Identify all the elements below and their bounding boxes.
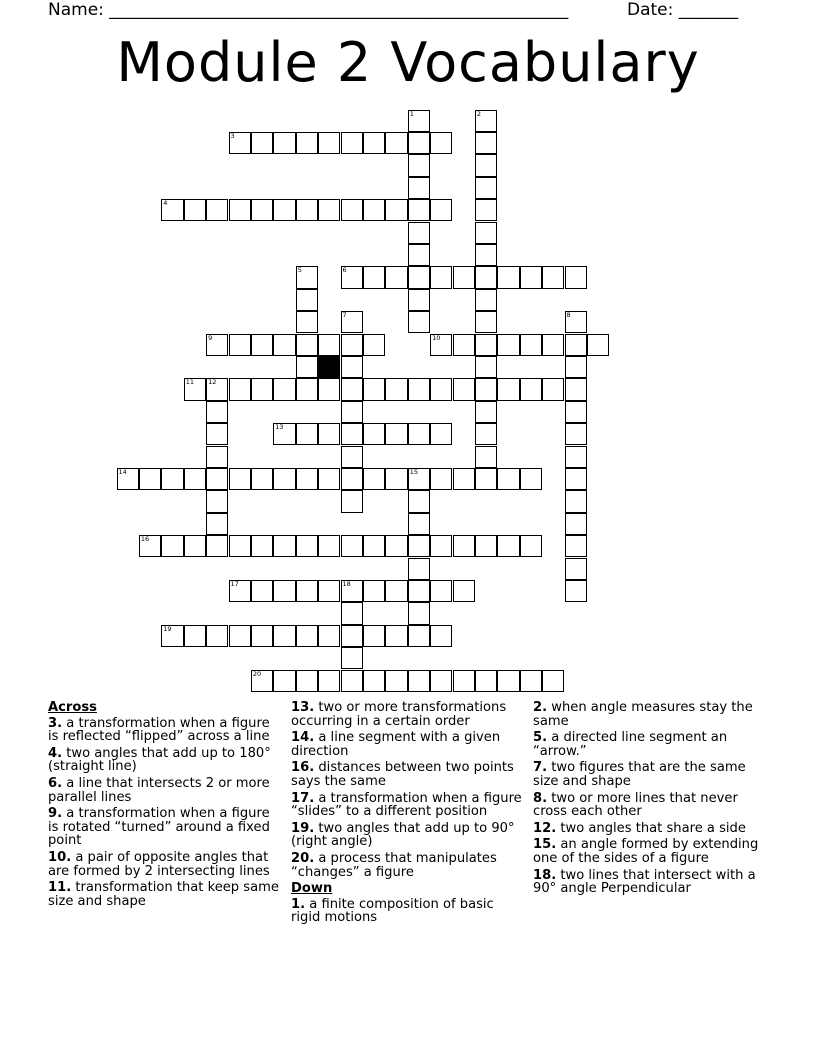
clues-column-2	[291, 701, 523, 928]
crossword-cell[interactable]	[229, 468, 251, 490]
clue-number: 17	[230, 579, 239, 588]
crossword-cell[interactable]	[296, 625, 318, 647]
crossword-cell[interactable]	[408, 154, 430, 176]
crossword-cell[interactable]	[430, 199, 452, 221]
crossword-cell[interactable]	[542, 378, 564, 400]
crossword-cell[interactable]	[273, 625, 295, 647]
clue-number: 9	[208, 333, 213, 342]
clue-text: two figures that are the same size and shape	[533, 760, 746, 789]
crossword-cell[interactable]	[385, 266, 407, 288]
crossword-cell[interactable]	[497, 266, 519, 288]
crossword-cell[interactable]	[408, 244, 430, 266]
clue-number: 6.	[48, 775, 63, 791]
crossword-cell[interactable]	[475, 446, 497, 468]
clue-number: 8	[566, 311, 571, 320]
crossword-cell[interactable]	[251, 535, 273, 557]
crossword-cell[interactable]	[273, 334, 295, 356]
crossword-cell[interactable]	[565, 446, 587, 468]
crossword-cell[interactable]	[363, 334, 385, 356]
clue-number: 19	[163, 624, 172, 633]
clue-number: 14	[118, 467, 127, 476]
crossword-cell[interactable]	[385, 670, 407, 692]
crossword-cell[interactable]	[296, 132, 318, 154]
crossword-cell[interactable]	[341, 378, 363, 400]
crossword-cell[interactable]	[565, 535, 587, 557]
date-field-label[interactable]: Date: _______	[627, 0, 739, 20]
across-clue	[48, 807, 284, 848]
clue-number: 18.	[533, 867, 557, 883]
crossword-cell[interactable]	[296, 670, 318, 692]
crossword-cell[interactable]	[296, 356, 318, 378]
crossword-cell[interactable]	[520, 535, 542, 557]
crossword-cell[interactable]	[430, 423, 452, 445]
crossword-cell[interactable]	[497, 378, 519, 400]
crossword-cell[interactable]	[341, 535, 363, 557]
crossword-cell[interactable]	[430, 580, 452, 602]
crossword-cell[interactable]	[453, 334, 475, 356]
crossword-cell[interactable]	[408, 468, 430, 490]
crossword-cell[interactable]	[117, 468, 139, 490]
crossword-cell[interactable]	[273, 468, 295, 490]
crossword-cell[interactable]	[385, 535, 407, 557]
crossword-cell[interactable]	[341, 423, 363, 445]
crossword-cell[interactable]	[565, 558, 587, 580]
crossword-cell[interactable]	[408, 558, 430, 580]
crossword-cell[interactable]	[408, 513, 430, 535]
clue-text: two or more transformations occurring in a certain order	[291, 700, 507, 729]
clue-number: 12	[208, 378, 217, 387]
crossword-cell[interactable]	[408, 266, 430, 288]
clue-text: a line segment with a given direction	[291, 730, 501, 759]
clue-number: 8.	[533, 790, 548, 806]
crossword-cell[interactable]	[408, 490, 430, 512]
crossword-cell[interactable]	[251, 199, 273, 221]
clue-text: distances between two points says the same	[291, 760, 514, 789]
clue-text: transformation that keep same size and shape	[48, 880, 279, 909]
crossword-cell[interactable]	[363, 199, 385, 221]
crossword-cell[interactable]	[542, 670, 564, 692]
crossword-cell[interactable]	[408, 423, 430, 445]
crossword-cell[interactable]	[273, 132, 295, 154]
clue-number: 2	[476, 109, 482, 118]
clue-number: 4.	[48, 745, 63, 761]
crossword-cell[interactable]	[475, 266, 497, 288]
clue-number: 18	[342, 579, 351, 588]
down-clue	[533, 792, 769, 819]
crossword-cell[interactable]	[296, 423, 318, 445]
clue-number: 13.	[291, 700, 315, 715]
crossword-cell[interactable]	[430, 670, 452, 692]
crossword-cell[interactable]	[341, 266, 363, 288]
crossword-cell[interactable]	[363, 266, 385, 288]
crossword-block-cell	[318, 356, 340, 378]
crossword-cell[interactable]	[206, 446, 228, 468]
crossword-cell[interactable]	[565, 311, 587, 333]
clue-text: when angle measures stay the same	[533, 700, 753, 729]
crossword-cell[interactable]	[296, 266, 318, 288]
clue-number: 5.	[533, 730, 548, 746]
crossword-cell[interactable]	[318, 199, 340, 221]
clue-number: 15	[409, 467, 418, 476]
crossword-cell[interactable]	[341, 670, 363, 692]
crossword-cell[interactable]	[206, 334, 228, 356]
crossword-cell[interactable]	[565, 468, 587, 490]
crossword-cell[interactable]	[475, 132, 497, 154]
clue-number: 10	[432, 333, 441, 342]
crossword-cell[interactable]	[206, 513, 228, 535]
crossword-cell[interactable]	[296, 535, 318, 557]
across-heading: Across	[48, 700, 97, 715]
crossword-cell[interactable]	[296, 378, 318, 400]
crossword-cell[interactable]	[408, 602, 430, 624]
crossword-cell[interactable]	[296, 199, 318, 221]
crossword-cell[interactable]	[363, 378, 385, 400]
clue-number: 6	[342, 266, 347, 275]
crossword-cell[interactable]	[206, 423, 228, 445]
crossword-cell[interactable]	[206, 468, 228, 490]
clue-number: 10.	[48, 849, 72, 865]
crossword-cell[interactable]	[453, 468, 475, 490]
crossword-cell[interactable]	[251, 625, 273, 647]
clue-number: 7.	[533, 760, 548, 776]
crossword-cell[interactable]	[408, 177, 430, 199]
crossword-cell[interactable]	[497, 670, 519, 692]
crossword-cell[interactable]	[318, 468, 340, 490]
crossword-cell[interactable]	[341, 490, 363, 512]
crossword-cell[interactable]	[385, 580, 407, 602]
across-clue	[48, 717, 284, 744]
crossword-cell[interactable]	[229, 199, 251, 221]
crossword-cell[interactable]	[408, 311, 430, 333]
crossword-cell[interactable]	[363, 625, 385, 647]
crossword-cell[interactable]	[408, 625, 430, 647]
crossword-cell[interactable]	[341, 580, 363, 602]
crossword-cell[interactable]	[161, 199, 183, 221]
crossword-cell[interactable]	[430, 378, 452, 400]
crossword-cell[interactable]	[385, 468, 407, 490]
clue-number: 3	[230, 131, 235, 140]
crossword-cell[interactable]	[206, 401, 228, 423]
down-clue	[533, 701, 769, 728]
crossword-cell[interactable]	[497, 334, 519, 356]
page-title: Module 2 Vocabulary	[116, 31, 700, 94]
clue-text: a directed line segment an “arrow.”	[533, 730, 728, 759]
crossword-cell[interactable]	[229, 132, 251, 154]
crossword-cell[interactable]	[184, 535, 206, 557]
crossword-cell[interactable]	[206, 625, 228, 647]
clue-text: a pair of opposite angles that are formed by 2 intersecting lines	[48, 849, 270, 879]
crossword-cell[interactable]	[318, 334, 340, 356]
clues-column-1	[48, 701, 284, 911]
crossword-cell[interactable]	[184, 468, 206, 490]
crossword-cell[interactable]	[229, 334, 251, 356]
clue-number: 13	[275, 423, 284, 432]
crossword-cell[interactable]	[296, 289, 318, 311]
crossword-cell[interactable]	[229, 625, 251, 647]
crossword-cell[interactable]	[273, 670, 295, 692]
down-clue	[533, 869, 769, 896]
across-clue	[48, 777, 284, 804]
crossword-cell[interactable]	[341, 468, 363, 490]
crossword-cell[interactable]	[408, 378, 430, 400]
crossword-cell[interactable]	[363, 468, 385, 490]
crossword-cell[interactable]	[318, 378, 340, 400]
crossword-cell[interactable]	[251, 670, 273, 692]
crossword-cell[interactable]	[318, 132, 340, 154]
crossword-cell[interactable]	[475, 311, 497, 333]
crossword-cell[interactable]	[341, 199, 363, 221]
crossword-cell[interactable]	[161, 625, 183, 647]
clue-number: 11.	[48, 880, 72, 896]
crossword-cell[interactable]	[341, 647, 363, 669]
crossword-cell[interactable]	[341, 311, 363, 333]
clue-number: 9.	[48, 806, 63, 822]
clue-text: a transformation when a figure is reflected “flipped” across a line	[48, 715, 270, 745]
crossword-cell[interactable]	[475, 244, 497, 266]
crossword-cell[interactable]	[430, 132, 452, 154]
clue-number: 14.	[291, 730, 315, 746]
clue-text: two angles that share a side	[560, 820, 746, 836]
crossword-cell[interactable]	[565, 513, 587, 535]
crossword-cell[interactable]	[565, 423, 587, 445]
crossword-cell[interactable]	[520, 334, 542, 356]
crossword-cell[interactable]	[520, 378, 542, 400]
clue-text: two or more lines that never cross each other	[533, 790, 738, 820]
clue-text: a process that manipulates “changes” a figure	[291, 850, 497, 880]
crossword-cell[interactable]	[184, 199, 206, 221]
crossword-cell[interactable]	[453, 535, 475, 557]
across-clue	[291, 792, 523, 819]
crossword-cell[interactable]	[251, 580, 273, 602]
clue-number: 4	[163, 199, 168, 208]
crossword-cell[interactable]	[542, 266, 564, 288]
crossword-cell[interactable]	[565, 580, 587, 602]
crossword-cell[interactable]	[408, 132, 430, 154]
clue-number: 1.	[291, 896, 306, 912]
crossword-cell[interactable]	[229, 580, 251, 602]
crossword-cell[interactable]	[542, 334, 564, 356]
crossword-cell[interactable]	[251, 378, 273, 400]
crossword-cell[interactable]	[430, 535, 452, 557]
crossword-cell[interactable]	[475, 154, 497, 176]
down-clue	[291, 898, 523, 925]
crossword-cell[interactable]	[408, 289, 430, 311]
crossword-cell[interactable]	[587, 334, 609, 356]
crossword-cell[interactable]	[229, 378, 251, 400]
crossword-cell[interactable]	[475, 423, 497, 445]
crossword-cell[interactable]	[206, 490, 228, 512]
clue-number: 7	[342, 311, 347, 320]
crossword-cell[interactable]	[520, 670, 542, 692]
across-clue	[48, 881, 284, 908]
crossword-cell[interactable]	[430, 334, 452, 356]
across-clue	[291, 731, 523, 758]
crossword-cell[interactable]	[341, 334, 363, 356]
clue-number: 3.	[48, 715, 63, 731]
crossword-cell[interactable]	[475, 378, 497, 400]
crossword-cell[interactable]	[206, 378, 228, 400]
crossword-cell[interactable]	[139, 535, 161, 557]
crossword-cell[interactable]	[251, 468, 273, 490]
clue-text: a transformation when a figure “slides” to a different position	[291, 790, 522, 820]
clue-text: two lines that intersect with a 90° angle Perpendicular	[533, 867, 756, 897]
crossword-cell[interactable]	[139, 468, 161, 490]
crossword-cell[interactable]	[565, 356, 587, 378]
crossword-cell[interactable]	[318, 423, 340, 445]
clue-number: 17.	[291, 790, 315, 806]
clue-number: 16	[140, 535, 150, 544]
crossword-cell[interactable]	[385, 423, 407, 445]
crossword-cell[interactable]	[475, 110, 497, 132]
crossword-cell[interactable]	[565, 266, 587, 288]
crossword-cell[interactable]	[408, 199, 430, 221]
clue-text: a finite composition of basic rigid motions	[291, 896, 494, 926]
down-clue	[533, 761, 769, 788]
crossword-cell[interactable]	[341, 132, 363, 154]
crossword-cell[interactable]	[565, 334, 587, 356]
crossword-cell[interactable]	[318, 670, 340, 692]
crossword-cell[interactable]	[273, 423, 295, 445]
crossword-cell[interactable]	[296, 334, 318, 356]
crossword-cell[interactable]	[408, 222, 430, 244]
crossword-cell[interactable]	[475, 222, 497, 244]
crossword-cell[interactable]	[430, 266, 452, 288]
crossword-cell[interactable]	[385, 132, 407, 154]
crossword-cell[interactable]	[273, 378, 295, 400]
crossword-cell[interactable]	[341, 446, 363, 468]
crossword-cell[interactable]	[229, 535, 251, 557]
clue-text: a transformation when a figure is rotated “turned” around a fixed point	[48, 806, 270, 849]
crossword-cell[interactable]	[565, 490, 587, 512]
across-clue	[48, 851, 284, 878]
crossword-cell[interactable]	[408, 535, 430, 557]
crossword-cell[interactable]	[184, 378, 206, 400]
clue-number: 11	[185, 378, 194, 387]
down-clue	[533, 731, 769, 758]
crossword-cell[interactable]	[453, 580, 475, 602]
name-field-label[interactable]: Name: ______________________________________________________	[48, 0, 569, 20]
crossword-cell[interactable]	[206, 199, 228, 221]
crossword-cell[interactable]	[341, 401, 363, 423]
crossword-cell[interactable]	[273, 535, 295, 557]
crossword-cell[interactable]	[520, 468, 542, 490]
crossword-cell[interactable]	[430, 625, 452, 647]
crossword-cell[interactable]	[385, 378, 407, 400]
crossword-cell[interactable]	[363, 132, 385, 154]
crossword-cell[interactable]	[318, 625, 340, 647]
crossword-cell[interactable]	[318, 535, 340, 557]
crossword-cell[interactable]	[341, 625, 363, 647]
crossword-cell[interactable]	[206, 535, 228, 557]
across-clue	[291, 822, 523, 849]
crossword-cell[interactable]	[520, 266, 542, 288]
crossword-cell[interactable]	[161, 468, 183, 490]
crossword-cell[interactable]	[453, 378, 475, 400]
crossword-cell[interactable]	[475, 334, 497, 356]
across-clue	[291, 761, 523, 788]
clue-number: 20	[252, 669, 262, 678]
crossword-cell[interactable]	[251, 132, 273, 154]
crossword-cell[interactable]	[385, 199, 407, 221]
down-clue	[533, 838, 769, 865]
clue-number: 5	[297, 266, 302, 275]
crossword-cell[interactable]	[475, 401, 497, 423]
down-heading: Down	[291, 881, 333, 897]
crossword-cell[interactable]	[408, 670, 430, 692]
clue-text: a line that intersects 2 or more parallel lines	[48, 775, 270, 805]
crossword-cell[interactable]	[296, 311, 318, 333]
clue-text: an angle formed by extending one of the sides of a figure	[533, 837, 759, 866]
clue-text: two angles that add up to 180° (straight line)	[48, 745, 271, 775]
crossword-cell[interactable]	[565, 401, 587, 423]
crossword-cell[interactable]	[318, 580, 340, 602]
crossword-cell[interactable]	[363, 535, 385, 557]
crossword-cell[interactable]	[341, 602, 363, 624]
clue-number: 20.	[291, 850, 315, 866]
crossword-cell[interactable]	[296, 580, 318, 602]
crossword-cell[interactable]	[453, 266, 475, 288]
crossword-cell[interactable]	[273, 580, 295, 602]
clue-number: 2.	[533, 700, 548, 715]
crossword-cell[interactable]	[161, 535, 183, 557]
crossword-cell[interactable]	[475, 535, 497, 557]
crossword-cell[interactable]	[497, 468, 519, 490]
clue-text: two angles that add up to 90° (right angle)	[291, 820, 515, 850]
crossword-cell[interactable]	[273, 199, 295, 221]
clue-number: 19.	[291, 820, 315, 836]
clue-number: 15.	[533, 837, 557, 853]
crossword-cell[interactable]	[363, 423, 385, 445]
crossword-cell[interactable]	[475, 670, 497, 692]
clues-column-3	[533, 701, 769, 899]
crossword-cell[interactable]	[251, 334, 273, 356]
crossword-cell[interactable]	[475, 177, 497, 199]
crossword-cell[interactable]	[385, 625, 407, 647]
clue-number: 1	[409, 109, 414, 118]
crossword-cell[interactable]	[565, 378, 587, 400]
crossword-cell[interactable]	[475, 199, 497, 221]
across-clue	[291, 701, 523, 728]
across-clue	[291, 852, 523, 879]
clue-number: 12.	[533, 820, 557, 836]
crossword-cell[interactable]	[475, 289, 497, 311]
clue-number: 16.	[291, 760, 315, 776]
crossword-cell[interactable]	[475, 468, 497, 490]
crossword-cell[interactable]	[363, 670, 385, 692]
crossword-cell[interactable]	[408, 110, 430, 132]
crossword-cell[interactable]	[408, 580, 430, 602]
down-clue	[533, 822, 769, 836]
across-clue	[48, 747, 284, 774]
crossword-cell[interactable]	[475, 356, 497, 378]
crossword-cell[interactable]	[497, 535, 519, 557]
crossword-cell[interactable]	[363, 580, 385, 602]
crossword-cell[interactable]	[184, 625, 206, 647]
crossword-cell[interactable]	[453, 670, 475, 692]
crossword-cell[interactable]	[341, 356, 363, 378]
crossword-cell[interactable]	[296, 468, 318, 490]
crossword-cell[interactable]	[430, 468, 452, 490]
